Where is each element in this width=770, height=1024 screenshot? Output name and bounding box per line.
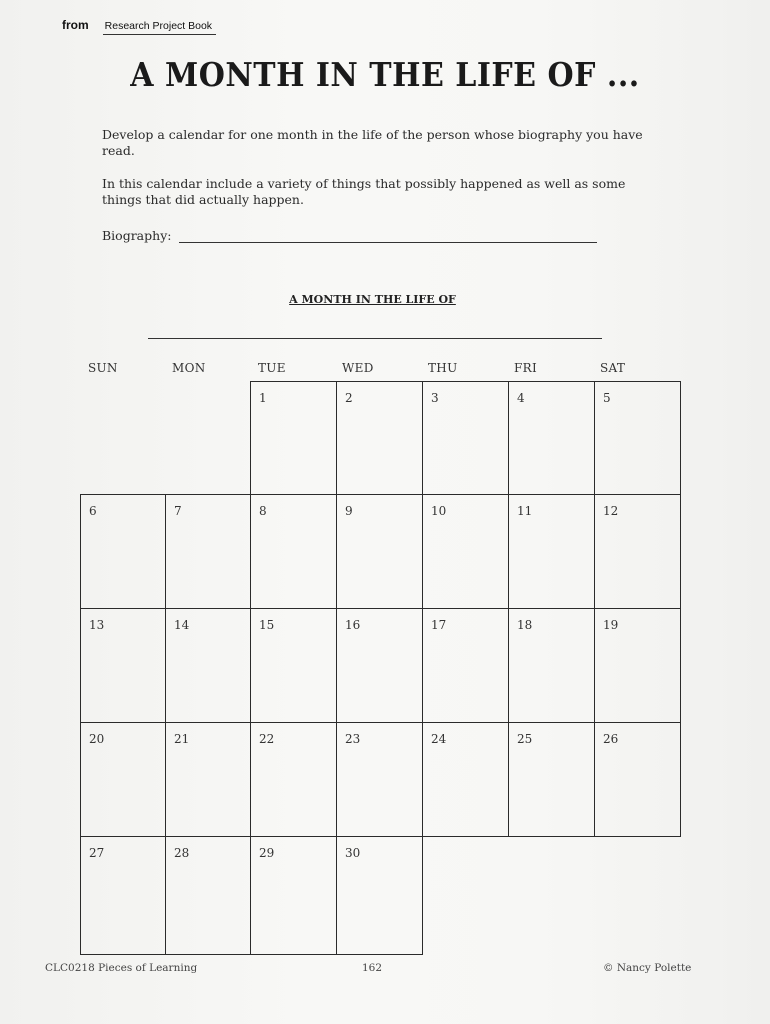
calendar-day-cell[interactable]: 12 [594,494,681,609]
calendar-day-cell[interactable]: 8 [250,494,337,609]
instruction-paragraph-2: In this calendar include a variety of things that possibly happened as well as some things that did actually happen. [102,176,626,207]
calendar-day-cell[interactable]: 10 [422,494,509,609]
calendar-subtitle: A MONTH IN THE LIFE OF [289,293,456,306]
calendar-day-cell[interactable]: 30 [336,836,423,955]
calendar-day-cell[interactable]: 28 [165,836,251,955]
day-header-sun: SUN [88,361,118,375]
calendar-day-cell[interactable]: 6 [80,494,166,609]
calendar-day-cell[interactable]: 9 [336,494,423,609]
calendar-day-cell[interactable]: 20 [80,722,166,837]
calendar-day-cell[interactable]: 21 [165,722,251,837]
calendar-day-cell[interactable]: 29 [250,836,337,955]
source-book: Research Project Book [103,20,216,35]
page-title: A MONTH IN THE LIFE OF ... [130,56,640,95]
calendar-day-cell[interactable]: 25 [508,722,595,837]
calendar-day-cell[interactable]: 14 [165,608,251,723]
calendar-day-cell[interactable]: 3 [422,381,509,495]
calendar-day-cell[interactable]: 1 [250,381,337,495]
footer-copyright: © Nancy Polette [603,962,692,974]
calendar-day-cell[interactable]: 16 [336,608,423,723]
calendar-day-cell[interactable]: 7 [165,494,251,609]
calendar-day-cell[interactable]: 11 [508,494,595,609]
calendar-day-cell[interactable]: 26 [594,722,681,837]
footer-publisher: CLC0218 Pieces of Learning [45,962,198,974]
day-header-fri: FRI [514,361,538,375]
footer-page-number: 162 [362,962,383,974]
calendar-day-cell[interactable]: 2 [336,381,423,495]
calendar-day-cell[interactable]: 4 [508,381,595,495]
calendar-day-cell[interactable]: 13 [80,608,166,723]
day-header-mon: MON [172,361,206,375]
day-header-tue: TUE [258,361,286,375]
day-header-wed: WED [342,361,374,375]
calendar-day-cell[interactable]: 18 [508,608,595,723]
calendar-day-cell[interactable]: 23 [336,722,423,837]
calendar-day-cell[interactable]: 19 [594,608,681,723]
calendar-day-cell[interactable]: 15 [250,608,337,723]
calendar-day-cell[interactable]: 22 [250,722,337,837]
calendar-day-cell[interactable]: 24 [422,722,509,837]
calendar-day-cell[interactable]: 27 [80,836,166,955]
calendar-day-cell[interactable]: 5 [594,381,681,495]
day-header-sat: SAT [600,361,626,375]
calendar-day-cell[interactable]: 17 [422,608,509,723]
from-label: from [62,18,89,32]
instruction-paragraph-1: Develop a calendar for one month in the life of the person whose biography you have read. [102,127,643,158]
day-header-thu: THU [428,361,458,375]
biography-label: Biography: [102,228,172,243]
